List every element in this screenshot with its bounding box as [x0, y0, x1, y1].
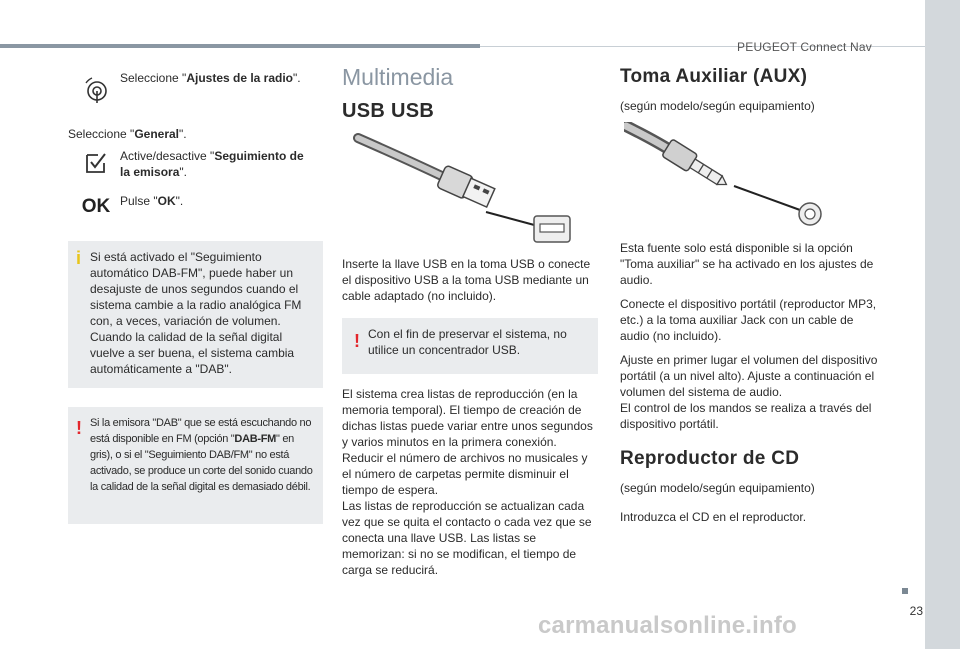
cd-heading: Reproductor de CD: [620, 448, 800, 469]
aux-instructions: Esta fuente solo está disponible si la opción "Toma auxiliar" se ha activado en los ajustes de audio. Conecte el dispositivo portátil (reproductor MP3, etc.) a la toma auxiliar Jack con un cable de audio (no incluido). Ajuste en primer lugar el volumen del dispositivo portátil (a un nivel alto). Ajuste a continuación el volumen del sistema de audio. El control de los mandos se realiza a través del dispositivo portátil.: [620, 241, 878, 431]
warning-note-dab: ! Si la emisora "DAB" que se está escuchando no está disponible en FM (opción "DAB-FM" en gris), o si el "Seguimiento DAB/FM" no está activado, se produce un corte del sonido cuando la calidad de la señal digital es demasiado débil.: [68, 407, 323, 524]
radio-settings-icon: [76, 72, 116, 106]
aux-heading: Toma Auxiliar (AUX): [620, 66, 808, 87]
step-ok: OK Pulse "OK".: [76, 190, 310, 224]
ok-icon: OK: [81, 196, 111, 217]
header-rule: [0, 44, 480, 48]
usb-illustration: [348, 130, 574, 246]
manual-title: PEUGEOT Connect Nav: [737, 40, 872, 54]
aux-availability: (según modelo/según equipamiento): [620, 99, 815, 113]
step-follow-station: Active/desactive "Seguimiento de la emisora".: [76, 146, 310, 180]
warning-icon: !: [354, 331, 360, 351]
usb-instructions: Inserte la llave USB en la toma USB o conecte el dispositivo USB a la toma USB mediante un cable adaptado (no incluido).: [342, 257, 591, 303]
checkbox-check-icon: [76, 146, 116, 180]
watermark: carmanualsonline.info: [538, 612, 797, 639]
step-general: Seleccione "General".: [68, 127, 187, 141]
section-title-multimedia: Multimedia: [342, 64, 454, 90]
page-edge-strip: [925, 0, 960, 649]
warning-note-usb-hub: ! Con el fin de preservar el sistema, no utilice un concentrador USB.: [342, 318, 598, 374]
jack-illustration: [624, 122, 830, 228]
page-number: 23: [909, 604, 923, 618]
step-radio-settings: Seleccione "Ajustes de la radio".: [76, 72, 310, 106]
playlist-info: El sistema crea listas de reproducción (en la memoria temporal). El tiempo de creación de dichas listas puede variar entre unos segundos y varios minutos en la primera conexión. Reducir el número de archivos no musicales y el número de carpetas permite disminuir el tiempo de espera. Las listas de reproducción se actualizan cada vez que se quita el contacto o cada vez que se conecta una llave USB. Las listas se memorizan: si no se modifican, el tiempo de carga se reducirá.: [342, 387, 593, 577]
cd-instructions: Introduzca el CD en el reproductor.: [620, 510, 807, 524]
usb-heading: USB USB: [342, 100, 435, 122]
info-icon: i: [76, 248, 82, 268]
warning-icon: !: [76, 418, 82, 438]
cd-availability: (según modelo/según equipamiento): [620, 481, 815, 495]
info-note-dab: i Si está activado el "Seguimiento automático DAB-FM", puede haber un desajuste de unos segundos cuando el sistema cambie a la radio analógica FM con, a veces, variación de volumen. Cuando la calidad de la señal digital vuelve a ser buena, el sistema cambia automáticamente a "DAB".: [68, 241, 323, 388]
continue-marker: [902, 588, 908, 594]
